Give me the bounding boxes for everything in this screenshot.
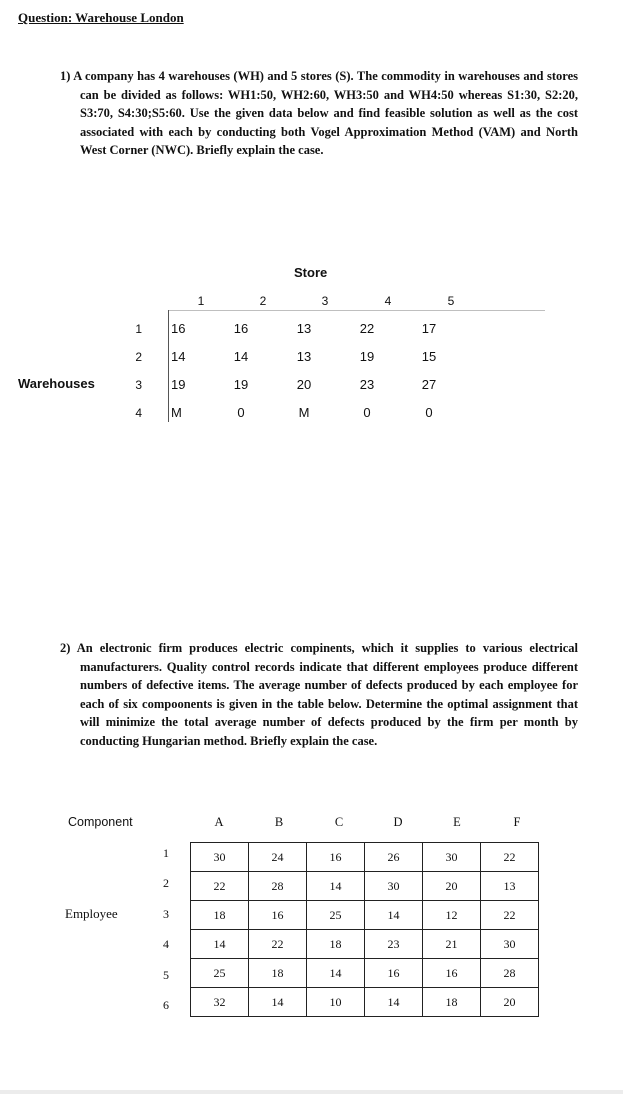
defects-cell: 22 (249, 930, 307, 959)
warehouse-cell: 15 (421, 349, 437, 364)
warehouse-cell: 14 (233, 349, 249, 364)
defects-cell: 14 (249, 988, 307, 1017)
component-axis-label: Component (68, 815, 133, 829)
warehouse-row-label: 2 (135, 350, 142, 364)
warehouse-cell: 17 (421, 321, 437, 336)
page-title: Question: Warehouse London (18, 10, 184, 25)
store-column-header: 3 (321, 294, 329, 308)
defects-cell: 30 (481, 930, 539, 959)
defects-cell: 23 (365, 930, 423, 959)
defects-cell: 18 (249, 959, 307, 988)
employee-row-label: 2 (163, 876, 169, 890)
warehouse-cell: 14 (171, 349, 186, 364)
defects-cell: 22 (481, 901, 539, 930)
page-bottom-edge (0, 1090, 623, 1094)
employee-row-label: 1 (163, 846, 169, 860)
employee-row-label: 4 (163, 937, 169, 951)
warehouse-row-label: 4 (135, 406, 142, 420)
warehouse-cell: 20 (296, 377, 312, 392)
warehouse-cell: 22 (359, 321, 375, 336)
store-column-header: 4 (384, 294, 392, 308)
defects-cell: 25 (191, 959, 249, 988)
defects-cell: 32 (191, 988, 249, 1017)
warehouse-cell: M (298, 405, 310, 420)
defects-cell: 18 (307, 930, 365, 959)
warehouse-row-label: 3 (135, 378, 142, 392)
employee-axis-label: Employee (65, 906, 118, 921)
defects-cell: 14 (307, 872, 365, 901)
defects-cell: 30 (423, 843, 481, 872)
table-row (191, 988, 539, 1017)
component-column-header: A (214, 815, 224, 829)
defects-cell: 16 (423, 959, 481, 988)
defects-cell: 16 (249, 901, 307, 930)
defects-cell: 16 (365, 959, 423, 988)
component-column-header: B (274, 815, 284, 829)
defects-cell: 30 (191, 843, 249, 872)
defects-cell: 18 (191, 901, 249, 930)
warehouse-cell: M (171, 405, 182, 420)
defects-cell: 14 (191, 930, 249, 959)
defects-cell: 14 (307, 959, 365, 988)
defects-table (190, 842, 539, 1017)
table-row (191, 901, 539, 930)
component-column-header: D (393, 815, 403, 829)
defects-cell: 13 (481, 872, 539, 901)
warehouse-cell: 13 (296, 349, 312, 364)
table-row (191, 843, 539, 872)
warehouse-cell: 13 (296, 321, 312, 336)
employee-row-label: 5 (163, 968, 169, 982)
defects-cell: 28 (249, 872, 307, 901)
warehouse-cell: 0 (237, 405, 245, 420)
defects-cell: 12 (423, 901, 481, 930)
defects-cell: 10 (307, 988, 365, 1017)
store-axis-label: Store (294, 265, 328, 280)
defects-cell: 25 (307, 901, 365, 930)
employee-row-label: 6 (163, 998, 169, 1012)
store-header-divider (168, 310, 545, 311)
defects-cell: 14 (365, 988, 423, 1017)
warehouses-axis-label: Warehouses (18, 376, 95, 391)
store-column-header: 5 (447, 294, 455, 308)
defects-cell: 22 (481, 843, 539, 872)
table-row (191, 959, 539, 988)
warehouse-cell: 0 (425, 405, 433, 420)
defects-cell: 21 (423, 930, 481, 959)
defects-cell: 24 (249, 843, 307, 872)
defects-cell: 28 (481, 959, 539, 988)
warehouse-cell: 19 (233, 377, 249, 392)
defects-cell: 20 (481, 988, 539, 1017)
warehouse-cell: 16 (233, 321, 249, 336)
component-column-header: F (513, 815, 521, 829)
warehouse-cell: 27 (421, 377, 437, 392)
warehouse-cell: 23 (359, 377, 375, 392)
warehouse-row-label: 1 (135, 322, 142, 336)
defects-cell: 18 (423, 988, 481, 1017)
table-row (191, 930, 539, 959)
warehouse-cell: 19 (359, 349, 375, 364)
warehouse-row-divider (168, 310, 169, 422)
question-2-text: 2) An electronic firm produces electric compinents, which it supplies to various electrical manufacturers. Quality control records indicate that different employees produce different numbers of defective items. The average number of defects produced by each employee for each of six compoonents is given in the table below. Determine the optimal assignment that will minimize the total average number of defects produced by the firm per month by conducting Hungarian method. Briefly explain the case. (60, 641, 578, 748)
component-column-header: E (453, 815, 461, 829)
table-row (191, 872, 539, 901)
store-column-header: 1 (197, 294, 205, 308)
defects-cell: 26 (365, 843, 423, 872)
warehouse-cell: 16 (171, 321, 186, 336)
defects-cell: 14 (365, 901, 423, 930)
store-column-header: 2 (259, 294, 267, 308)
defects-cell: 30 (365, 872, 423, 901)
question-1-text: 1) A company has 4 warehouses (WH) and 5 stores (S). The commodity in warehouses and stores can be divided as follows: WH1:50, WH2:60, WH3:50 and WH4:50 whereas S1:30, S2:20, S3:70, S4:30;S5:60. Use the given data below and find feasible solution as well as the cost associated with each by conducting both Vogel Approximation Method (VAM) and North West Corner (NWC). Briefly explain the case. (60, 69, 578, 158)
defects-cell: 16 (307, 843, 365, 872)
employee-row-label: 3 (163, 907, 169, 921)
warehouse-cell: 0 (363, 405, 371, 420)
defects-cell: 22 (191, 872, 249, 901)
component-column-header: C (334, 815, 344, 829)
defects-cell: 20 (423, 872, 481, 901)
warehouse-cell: 19 (171, 377, 186, 392)
